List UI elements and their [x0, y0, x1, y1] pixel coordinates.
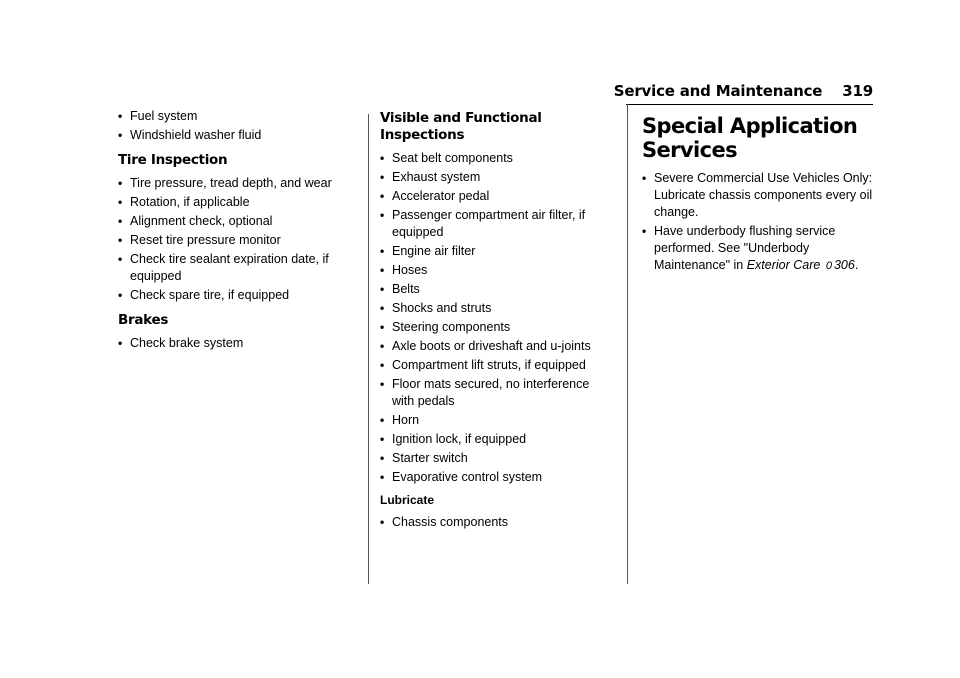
list-item: • Tire pressure, tread depth, and wear: [118, 175, 350, 192]
list-item: • Steering components: [380, 319, 612, 336]
section-heading: Visible and Functional Inspections: [380, 110, 542, 143]
list-item: • Compartment lift struts, if equipped: [380, 357, 612, 374]
cross-reference-link[interactable]: [747, 258, 855, 272]
list-item: • Rotation, if applicable: [118, 194, 350, 211]
page-number: 319: [842, 82, 873, 100]
bullet-list: [118, 335, 350, 352]
list-item-text: Have underbody flushing service performed. See "Underbody Maintenance" in: [654, 224, 836, 272]
list-item: • Horn: [380, 412, 612, 429]
list-item: • Shocks and struts: [380, 300, 612, 317]
list-item: • Check spare tire, if equipped: [118, 287, 350, 304]
list-item: • Exhaust system: [380, 169, 612, 186]
list-item: • Check tire sealant expiration date, if equipped: [118, 251, 350, 285]
section-title-large: Special Application Services: [642, 114, 858, 162]
section-heading: Tire Inspection: [118, 152, 228, 168]
header-rule: [626, 104, 873, 105]
column-3: [642, 114, 878, 277]
reference-title: Exterior Care: [746, 258, 821, 272]
column-divider: [368, 114, 369, 584]
list-item: • Windshield washer fluid: [118, 127, 350, 144]
subsection-heading: Lubricate: [380, 493, 435, 507]
list-item: • Hoses: [380, 262, 612, 279]
list-item: • Fuel system: [118, 108, 350, 125]
list-item: • Starter switch: [380, 450, 612, 467]
page-reference-icon: 0: [825, 260, 832, 272]
column-1: [118, 108, 350, 354]
list-item: • Engine air filter: [380, 243, 612, 260]
list-item: • Alignment check, optional: [118, 213, 350, 230]
reference-page: 306: [833, 258, 855, 272]
list-item: • Ignition lock, if equipped: [380, 431, 612, 448]
list-item: • Check brake system: [118, 335, 350, 352]
list-item: • Accelerator pedal: [380, 188, 612, 205]
list-item: • Reset tire pressure monitor: [118, 232, 350, 249]
column-divider: [627, 104, 628, 584]
list-item: • Passenger compartment air filter, if equipped: [380, 207, 612, 241]
bullet-list: [118, 108, 350, 144]
section-heading: Brakes: [118, 312, 169, 328]
running-header: [614, 82, 873, 100]
list-item: • Evaporative control system: [380, 469, 612, 486]
bullet-list: [642, 170, 878, 275]
list-item: • Seat belt components: [380, 150, 612, 167]
list-item: • Floor mats secured, no interference with pedals: [380, 376, 612, 410]
list-item: • Chassis components: [380, 514, 612, 531]
column-2: [380, 110, 612, 533]
bullet-list: [380, 514, 612, 531]
list-item: [642, 223, 878, 275]
list-item: • Belts: [380, 281, 612, 298]
section-title: Service and Maintenance: [613, 82, 823, 100]
sentence-end: .: [854, 258, 859, 272]
bullet-list: [380, 150, 612, 486]
list-item: • Axle boots or driveshaft and u-joints: [380, 338, 612, 355]
bullet-list: [118, 175, 350, 304]
list-item: • Severe Commercial Use Vehicles Only: Lubricate chassis components every oil change.: [642, 170, 878, 221]
